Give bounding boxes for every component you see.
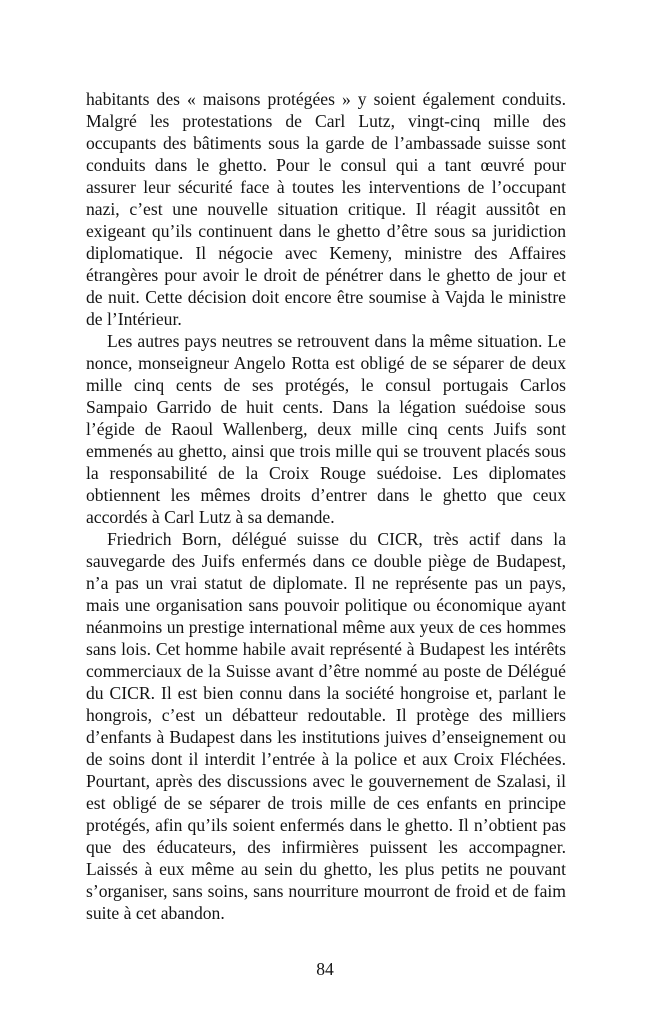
page-body bbox=[86, 88, 566, 924]
page-number: 84 bbox=[316, 959, 334, 979]
paragraph-continued: habitants des « maisons protégées » y soient également conduits. Malgré les protestations de Carl Lutz, vingt-cinq mille des occupants des bâtiments sous la garde de l’ambassade suisse sont conduits dans le ghetto. Pour le consul qui a tant œuvré pour assurer leur sécurité face à toutes les interventions de l’occupant nazi, c’est une nouvelle situation critique. Il réagit aussitôt en exigeant qu’ils continuent dans le ghetto d’être sous sa juridiction diplomatique. Il négocie avec Kemeny, ministre des Affaires étrangères pour avoir le droit de pénétrer dans le ghetto de jour et de nuit. Cette décision doit encore être soumise à Vajda le ministre de l’Intérieur. bbox=[86, 89, 566, 329]
paragraph-friedrich-born: Friedrich Born, délégué suisse du CICR, très actif dans la sauvegarde des Juifs enfermés dans ce double piège de Budapest, n’a pas un vrai statut de diplomate. Il ne représente pas un pays, mais une organisation sans pouvoir politique ou économique ayant néanmoins un prestige international même aux yeux de ces hommes sans lois. Cet homme habile avait représenté à Budapest les intérêts commerciaux de la Suisse avant d’être nommé au poste de Délégué du CICR. Il est bien connu dans la société hongroise et, parlant le hongrois, c’est un débatteur redoutable. Il protège des milliers d’enfants à Budapest dans les institutions juives d’enseignement ou de soins dont il interdit l’entrée à la police et aux Croix Fléchées. Pourtant, après des discussions avec le gouvernement de Szalasi, il est obligé de se séparer de trois mille de ces enfants en principe protégés, afin qu’ils soient enfermés dans le ghetto. Il n’obtient pas que des éducateurs, des infirmières puissent les accompagner. Laissés à eux même au sein du ghetto, les plus petits ne pouvant s’organiser, sans soins, sans nourriture mourront de froid et de faim suite à cet abandon. bbox=[86, 529, 566, 923]
paragraph-neutral-countries: Les autres pays neutres se retrouvent dans la même situation. Le nonce, monseigneur Angelo Rotta est obligé de se séparer de deux mille cinq cents de ses protégés, le consul portugais Carlos Sampaio Garrido de huit cents. Dans la légation suédoise sous l’égide de Raoul Wallenberg, deux mille cinq cents Juifs sont emmenés au ghetto, ainsi que trois mille qui se trouvent placés sous la responsabilité de la Croix Rouge suédoise. Les diplomates obtiennent les mêmes droits d’entrer dans le ghetto que ceux accordés à Carl Lutz à sa demande. bbox=[86, 331, 566, 527]
